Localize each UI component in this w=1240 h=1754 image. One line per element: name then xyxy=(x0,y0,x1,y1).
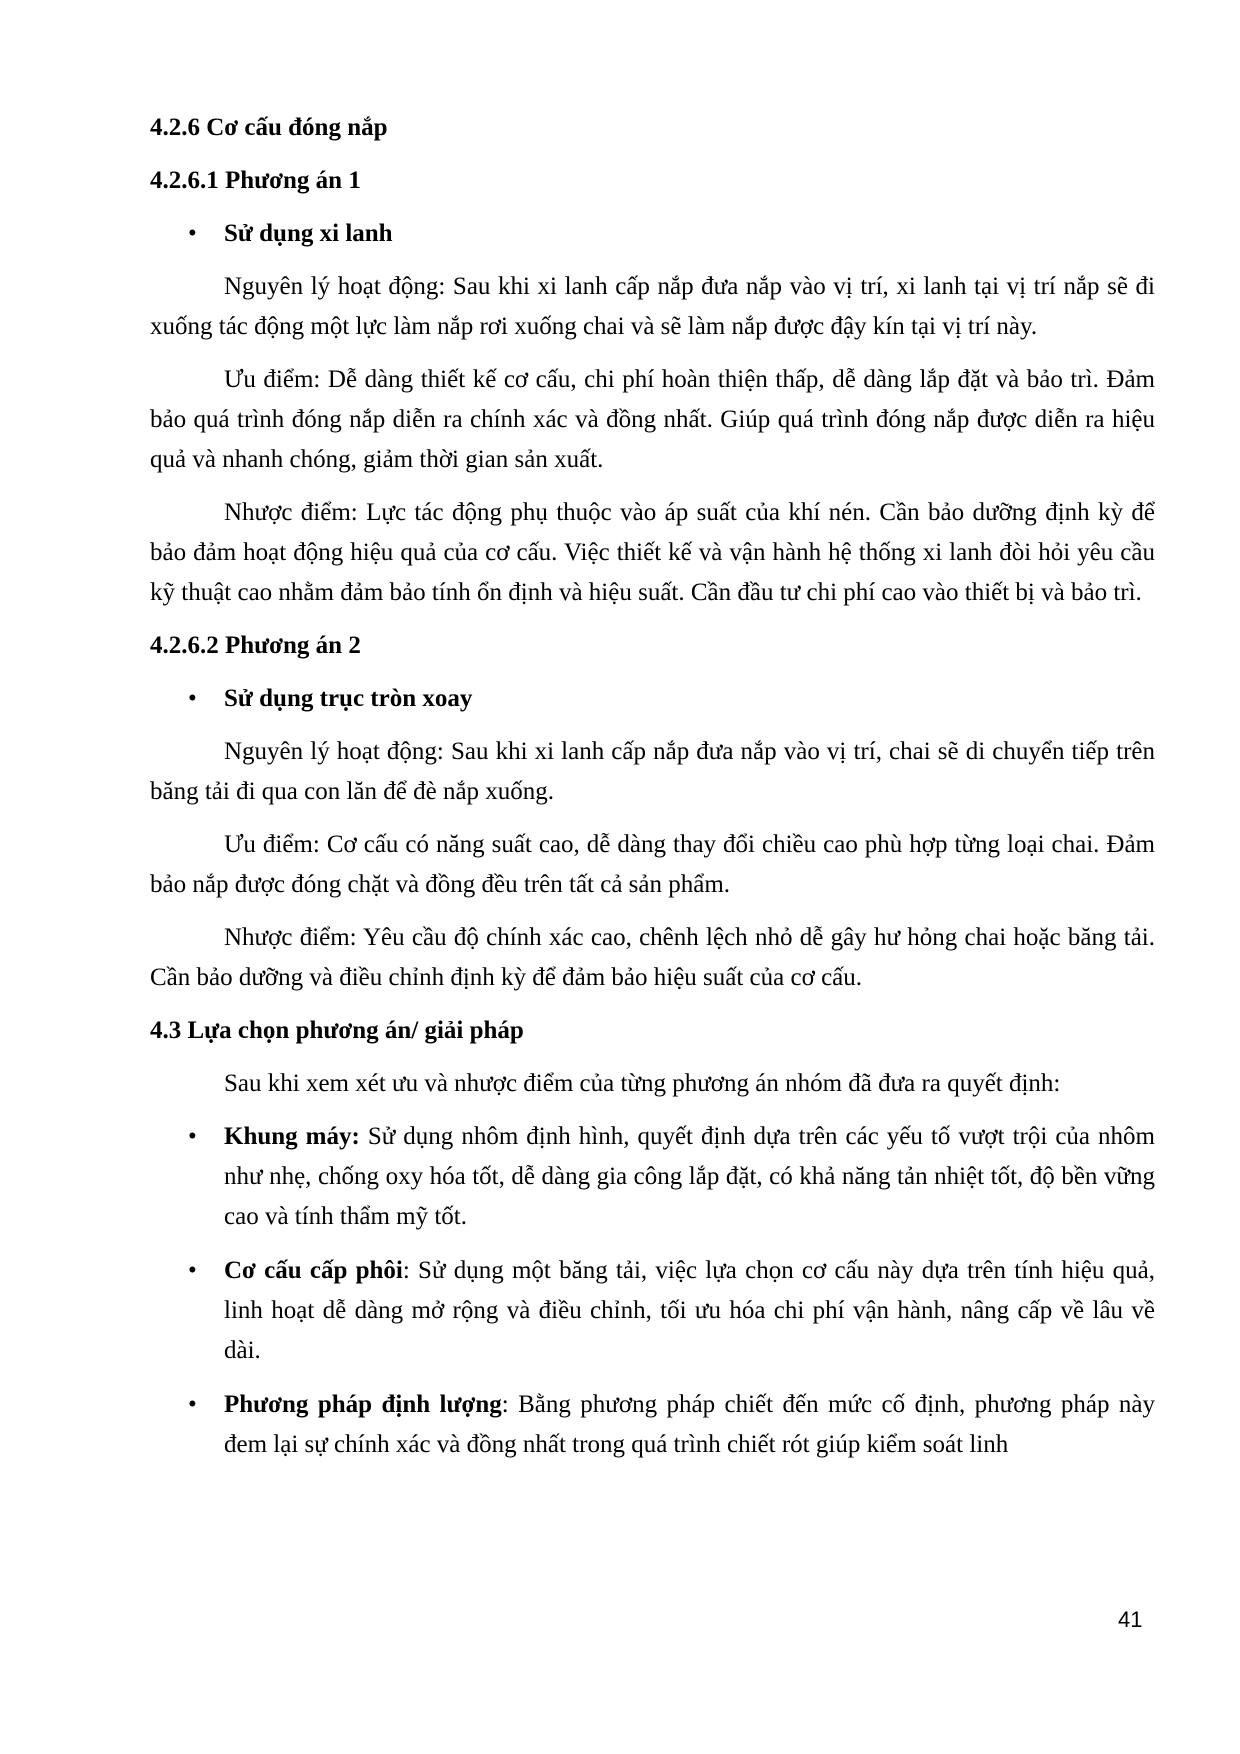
choice-dosing-text: : Bằng phương pháp chiết đến mức cố định, phương pháp này đem lại sự chính xác và đồng nhất trong quá trình chiết rót giúp kiểm soát linh xyxy=(224,1391,1155,1458)
option-2-advantages: Ưu điểm: Cơ cấu có năng suất cao, dễ dàng thay đổi chiều cao phù hợp từng loại chai. Đảm bảo nắp được đóng chặt và đồng đều trên tất cả sản phẩm. xyxy=(150,831,1155,898)
selection-intro: Sau khi xem xét ưu và nhược điểm của từng phương án nhóm đã đưa ra quyết định: xyxy=(224,1070,1061,1097)
choice-feeding-lead: Cơ cấu cấp phôi xyxy=(224,1257,403,1284)
section-heading-4-3: 4.3 Lựa chọn phương án/ giải pháp xyxy=(150,1017,524,1044)
option-2-title-text: Sử dụng trục tròn xoay xyxy=(224,685,473,712)
bullet-icon: • xyxy=(188,1257,197,1284)
page-content xyxy=(150,108,1155,1479)
bullet-icon: • xyxy=(188,1391,197,1418)
option-2-title xyxy=(150,679,1155,719)
bullet-icon: • xyxy=(188,220,197,247)
option-1-title-text: Sử dụng xi lanh xyxy=(224,220,393,247)
choice-frame-lead: Khung máy: xyxy=(224,1123,360,1150)
choice-dosing xyxy=(150,1385,1155,1465)
option-1-advantages: Ưu điểm: Dễ dàng thiết kế cơ cấu, chi phí hoàn thiện thấp, dễ dàng lắp đặt và bảo trì. Đảm bảo quá trình đóng nắp diễn ra chính xác và đồng nhất. Giúp quá trình đóng nắp được diễn ra hiệu quả và nhanh chóng, giảm thời gian sản xuất. xyxy=(150,366,1155,473)
subsection-heading-4-2-6-2: 4.2.6.2 Phương án 2 xyxy=(150,632,361,659)
section-heading-4-2-6: 4.2.6 Cơ cấu đóng nắp xyxy=(150,114,388,141)
option-1-title xyxy=(150,214,1155,254)
bullet-icon: • xyxy=(188,1123,197,1150)
page-number: 41 xyxy=(1118,1607,1143,1632)
choice-frame xyxy=(150,1117,1155,1237)
option-1-disadvantages: Nhược điểm: Lực tác động phụ thuộc vào áp suất của khí nén. Cần bảo dưỡng định kỳ để bảo đảm hoạt động hiệu quả của cơ cấu. Việc thiết kế và vận hành hệ thống xi lanh đòi hỏi yêu cầu kỹ thuật cao nhằm đảm bảo tính ổn định và hiệu suất. Cần đầu tư chi phí cao vào thiết bị và bảo trì. xyxy=(150,499,1155,606)
option-2-principle: Nguyên lý hoạt động: Sau khi xi lanh cấp nắp đưa nắp vào vị trí, chai sẽ di chuyển tiếp trên băng tải đi qua con lăn để đè nắp xuống. xyxy=(150,738,1155,805)
choice-frame-text: Sử dụng nhôm định hình, quyết định dựa trên các yếu tố vượt trội của nhôm như nhẹ, chống oxy hóa tốt, dễ dàng gia công lắp đặt, có khả năng tản nhiệt tốt, độ bền vững cao và tính thẩm mỹ tốt. xyxy=(224,1123,1155,1230)
option-2-disadvantages: Nhược điểm: Yêu cầu độ chính xác cao, chênh lệch nhỏ dễ gây hư hỏng chai hoặc băng tải. Cần bảo dưỡng và điều chỉnh định kỳ để đảm bảo hiệu suất của cơ cấu. xyxy=(150,924,1155,991)
choice-feeding xyxy=(150,1251,1155,1371)
option-1-principle: Nguyên lý hoạt động: Sau khi xi lanh cấp nắp đưa nắp vào vị trí, xi lanh tại vị trí nắp sẽ đi xuống tác động một lực làm nắp rơi xuống chai và sẽ làm nắp được đậy kín tại vị trí này. xyxy=(150,273,1155,340)
choice-feeding-text: : Sử dụng một băng tải, việc lựa chọn cơ cấu này dựa trên tính hiệu quả, linh hoạt dễ dàng mở rộng và điều chỉnh, tối ưu hóa chi phí vận hành, nâng cấp về lâu về dài. xyxy=(224,1257,1155,1364)
subsection-heading-4-2-6-1: 4.2.6.1 Phương án 1 xyxy=(150,167,361,194)
choice-dosing-lead: Phương pháp định lượng xyxy=(224,1391,502,1418)
bullet-icon: • xyxy=(188,685,197,712)
